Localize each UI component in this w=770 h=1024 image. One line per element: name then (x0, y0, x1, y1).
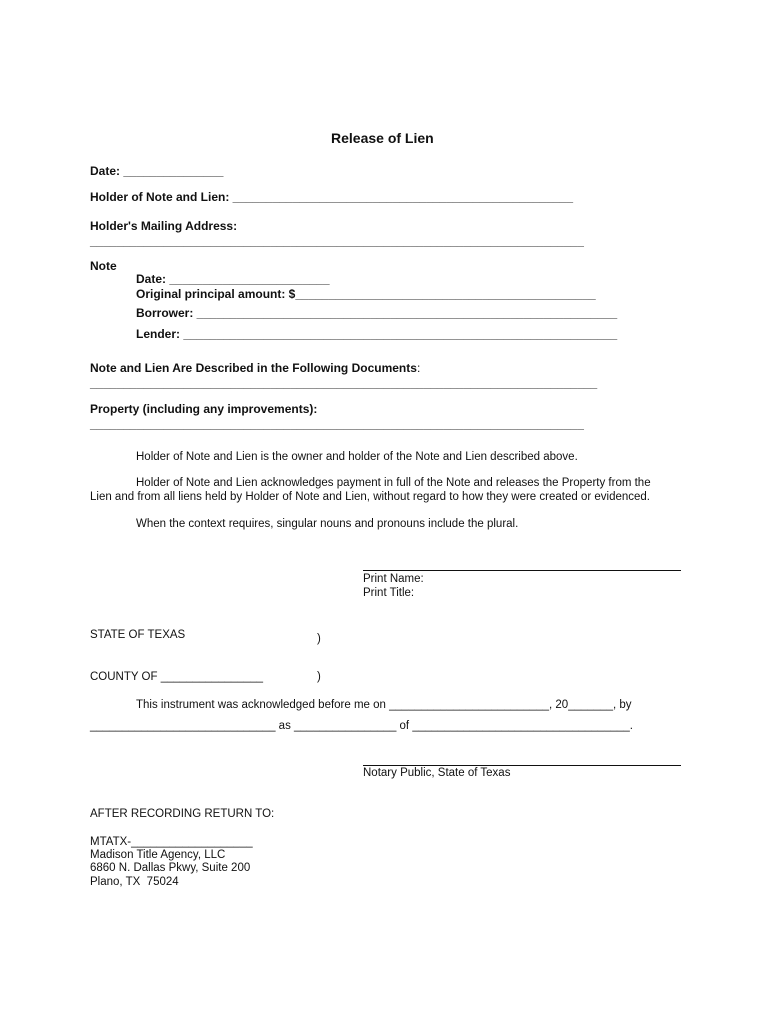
property-blank: __________________________________________________________________________ (90, 417, 584, 431)
documents-label (90, 361, 420, 375)
print-title-label: Print Title: (363, 587, 415, 599)
notary-signature-line (363, 765, 681, 766)
documents-blank: ____________________________________________________________________________ (90, 376, 598, 390)
state-paren: ) (317, 633, 321, 645)
property-label: Property (including any improvements): (90, 402, 318, 416)
note-heading: Note (90, 259, 117, 273)
return-address-line-4: Plano, TX 75024 (90, 876, 179, 888)
note-lender-field: Lender: _________________________________________________________________ (136, 327, 618, 341)
acknowledgment-line-2: _____________________________ as ________________ of __________________________________. (90, 720, 633, 732)
mailing-address-label: Holder's Mailing Address: (90, 219, 238, 233)
note-date-field: Date: ________________________ (136, 272, 330, 286)
paragraph-ownership: Holder of Note and Lien is the owner and holder of the Note and Lien described above. (136, 451, 578, 463)
return-address-line-2: Madison Title Agency, LLC (90, 849, 226, 861)
signature-line (363, 570, 681, 571)
date-field: Date: _______________ (90, 164, 224, 178)
print-name-label: Print Name: (363, 573, 424, 585)
note-principal-field: Original principal amount: $_____________________________________________ (136, 287, 596, 301)
after-recording-heading: AFTER RECORDING RETURN TO: (90, 808, 275, 820)
notary-label: Notary Public, State of Texas (363, 767, 511, 779)
return-address-line-3: 6860 N. Dallas Pkwy, Suite 200 (90, 862, 251, 874)
county-paren: ) (317, 671, 321, 683)
mailing-address-blank: __________________________________________________________________________ (90, 234, 584, 248)
document-title: Release of Lien (331, 130, 434, 146)
paragraph-release-line-1: Holder of Note and Lien acknowledges payment in full of the Note and releases the Property from the (136, 477, 651, 489)
paragraph-plural: When the context requires, singular nouns and pronouns include the plural. (136, 518, 519, 530)
holder-field: Holder of Note and Lien: ___________________________________________________ (90, 190, 574, 204)
return-address-line-1: MTATX-___________________ (90, 836, 253, 848)
documents-label-text: Note and Lien Are Described in the Following Documents (90, 361, 417, 375)
county-field: COUNTY OF ________________ (90, 671, 264, 683)
documents-label-colon: : (416, 361, 421, 375)
paragraph-release-line-2: Lien and from all liens held by Holder of Note and Lien, without regard to how they were created or evidenced. (90, 491, 650, 503)
state-label: STATE OF TEXAS (90, 629, 186, 641)
acknowledgment-line-1: This instrument was acknowledged before me on _________________________, 20_______, by (136, 699, 632, 711)
note-borrower-field: Borrower: _______________________________________________________________ (136, 306, 618, 320)
